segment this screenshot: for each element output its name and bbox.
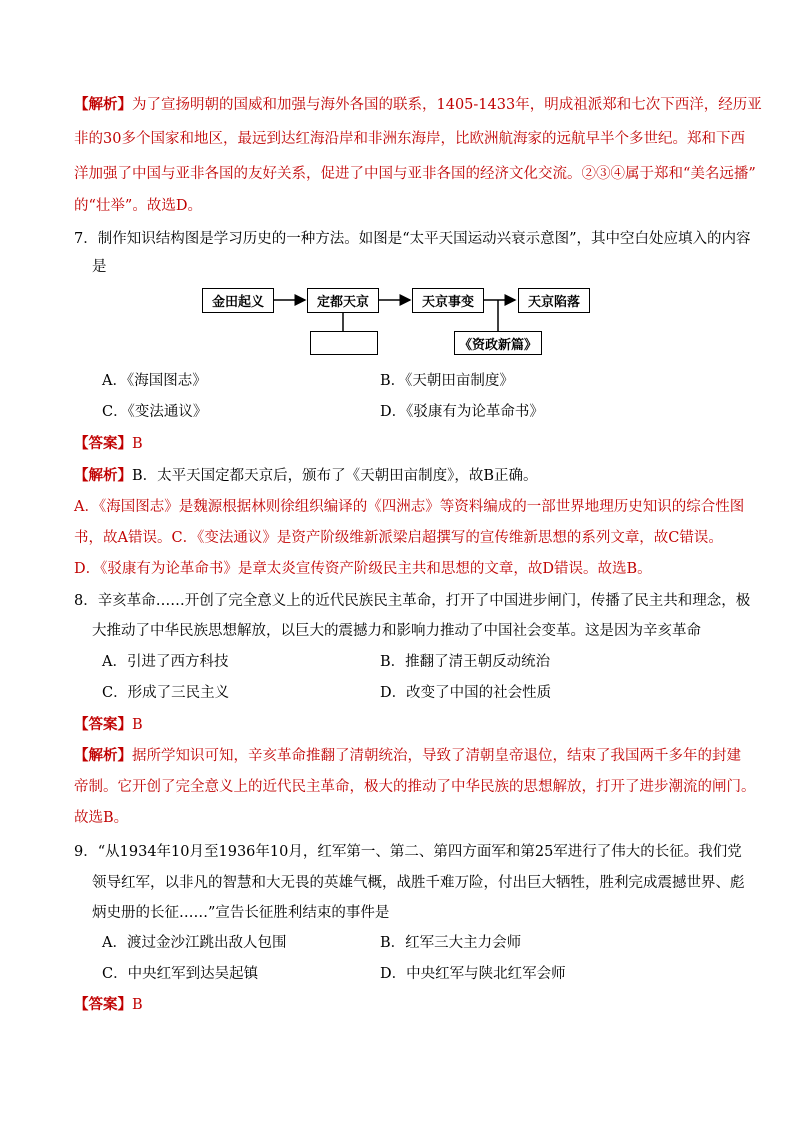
option-a: A．引进了西方科技 [102, 654, 229, 670]
analysis-tag: 【解析】 [74, 97, 132, 113]
diagram-connectors [0, 0, 794, 400]
analysis-text: 为了宣扬明朝的国威和加强与海外各国的联系，1405-1433年，明成祖派郑和七次下西洋，经历亚 [132, 97, 762, 113]
analysis-q8-line1 [74, 746, 741, 766]
option-a: A．渡过金沙江跳出敌人包围 [102, 935, 287, 951]
option-c: C．形成了三民主义 [102, 685, 230, 701]
question-8-stem-line2: 大推动了中华民族思想解放，以巨大的震撼力和影响力推动了中国社会变革。这是因为辛亥革命 [92, 623, 701, 639]
option-c: C．中央红军到达吴起镇 [102, 966, 259, 982]
diagram-box-jintian: 金田起义 [202, 288, 274, 313]
option-b: B．红军三大主力会师 [380, 935, 522, 951]
answer-tag: 【答案】 [74, 997, 132, 1013]
diagram-box-dingdu: 定都天京 [307, 288, 379, 313]
analysis-q7-line3: 书，故A错误。C．《变法通议》是资产阶级维新派梁启超撰写的宣传维新思想的系列文章，故C错误。 [74, 530, 723, 546]
answer-q8 [74, 715, 734, 735]
option-a: A．《海国图志》 [102, 373, 207, 389]
option-d: D．《驳康有为论革命书》 [380, 404, 544, 420]
option-b: B．《天朝田亩制度》 [380, 373, 514, 389]
question-7-stem-line1: 7．制作知识结构图是学习历史的一种方法。如图是“太平天国运动兴衰示意图”，其中空白处应填入的内容 [74, 231, 751, 247]
diagram-blank-box [310, 331, 378, 355]
answer-value: B [132, 436, 143, 452]
analysis-q8-line2: 帝制。它开创了完全意义上的近代民主革命，极大的推动了中华民族的思想解放，打开了进步潮流的闸门。 [74, 779, 756, 795]
analysis-q6-line2: 非的30多个国家和地区，最远到达红海沿岸和非洲东海岸，比欧洲航海家的远航早半个多世纪。郑和下西 [74, 131, 745, 147]
analysis-text: B．太平天国定都天京后，颁布了《天朝田亩制度》，故B正确。 [132, 468, 538, 484]
analysis-q7-line4: D．《驳康有为论革命书》是章太炎宣传资产阶级民主共和思想的文章，故D错误。故选B。 [74, 561, 652, 577]
answer-q9 [74, 995, 734, 1015]
question-9-stem-line3: 炳史册的长征……”宣告长征胜利结束的事件是 [92, 905, 390, 921]
option-b: B．推翻了清王朝反动统治 [380, 654, 551, 670]
analysis-q8-line3: 故选B。 [74, 810, 129, 826]
answer-value: B [132, 997, 143, 1013]
option-c: C．《变法通议》 [102, 404, 208, 420]
answer-tag: 【答案】 [74, 717, 132, 733]
question-8-stem-line1: 8．辛亥革命……开创了完全意义上的近代民族民主革命，打开了中国进步闸门，传播了民主共和理念，极 [74, 593, 751, 609]
analysis-q7-line1 [74, 466, 734, 486]
analysis-q7-line2: A．《海国图志》是魏源根据林则徐组织编译的《四洲志》等资料编成的一部世界地理历史知识的综合性图 [74, 499, 745, 515]
question-9-stem-line2: 领导红军，以非凡的智慧和大无畏的英雄气概，战胜千难万险，付出巨大牺牲，胜利完成震撼世界、彪 [92, 875, 745, 891]
analysis-tag: 【解析】 [74, 748, 132, 764]
analysis-q6-line3: 洋加强了中国与亚非各国的友好关系，促进了中国与亚非各国的经济文化交流。②③④属于郑和“美名远播” [74, 166, 756, 182]
diagram-box-zizheng: 《资政新篇》 [454, 331, 542, 355]
diagram-box-shibian: 天京事变 [412, 288, 484, 313]
diagram-box-xianluo: 天京陷落 [518, 288, 590, 313]
option-d: D．改变了中国的社会性质 [380, 685, 552, 701]
analysis-tag: 【解析】 [74, 468, 132, 484]
answer-value: B [132, 717, 143, 733]
analysis-text: 据所学知识可知，辛亥革命推翻了清朝统治，导致了清朝皇帝退位，结束了我国两千多年的封建 [132, 748, 741, 764]
answer-q7 [74, 434, 734, 454]
question-7-stem-line2: 是 [92, 259, 107, 275]
option-d: D．中央红军与陕北红军会师 [380, 966, 566, 982]
question-9-stem-line1: 9．“从1934年10月至1936年10月，红军第一、第二、第四方面军和第25军进行了伟大的长征。我们党 [74, 844, 742, 860]
analysis-q6-line4: 的“壮举”。故选D。 [74, 198, 202, 214]
answer-tag: 【答案】 [74, 436, 132, 452]
